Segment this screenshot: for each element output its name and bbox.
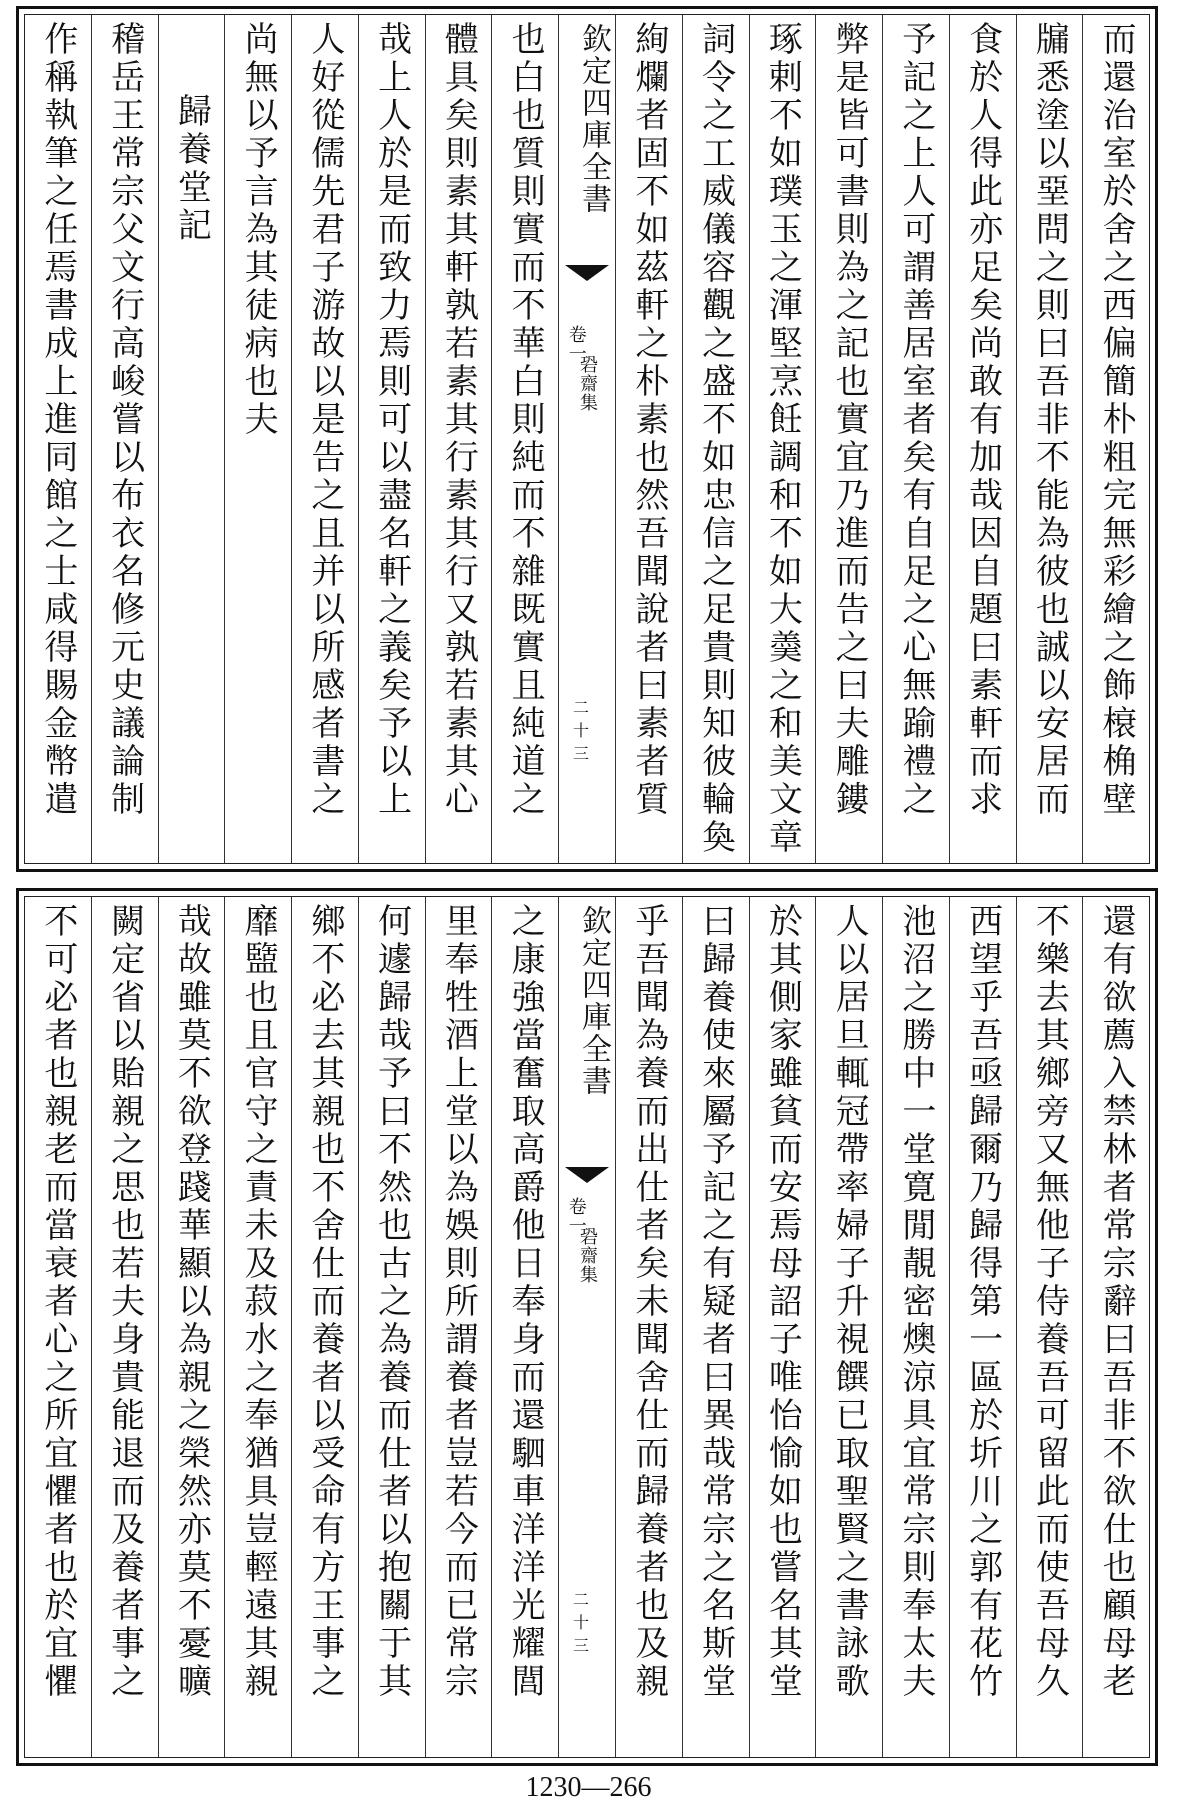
center-fold-column (558, 897, 615, 1757)
text-column (815, 15, 882, 863)
text-column (1016, 15, 1083, 863)
center-folio: 二十三 (573, 698, 590, 763)
text-column (358, 15, 425, 863)
center-book-title: 欽定四庫全書 (576, 905, 611, 1097)
center-volume: 卷一 (565, 325, 587, 363)
bottom-page-panel (16, 888, 1158, 1766)
text-column (815, 897, 882, 1757)
center-folio: 二十三 (573, 1590, 590, 1655)
column-text: 人好從儒先君子游故以是告之且并以所感者書之 (304, 21, 345, 819)
center-collection-name: 䂬齋集 (577, 355, 598, 412)
center-collection-name: 䂬齋集 (577, 1227, 598, 1284)
column-text: 鄉不必去其親也不舍仕而養者以受命有方王事之 (304, 903, 345, 1701)
fish-tail-mark-icon (565, 1167, 609, 1183)
column-text: 弊是皆可書則為之記也實宜乃進而告之曰夫雕鏤 (829, 21, 870, 819)
text-column (491, 15, 558, 863)
text-column (91, 15, 158, 863)
text-column (682, 897, 749, 1757)
text-column (158, 897, 225, 1757)
text-column (25, 15, 91, 863)
text-column (1016, 897, 1083, 1757)
bottom-columns (25, 897, 1149, 1757)
column-text: 體具矣則素其軒孰若素其行素其行又孰若素其心 (438, 21, 479, 819)
center-volume: 卷一 (565, 1197, 587, 1235)
section-heading: 歸養堂記 (171, 93, 212, 245)
column-text: 曰歸養使來屬予記之有疑者曰異哉常宗之名斯堂 (695, 903, 736, 1701)
column-text: 牖悉塗以堊問之則曰吾非不能為彼也誠以安居而 (1029, 21, 1070, 819)
text-column (425, 897, 492, 1757)
center-book-title: 欽定四庫全書 (576, 23, 611, 215)
column-text: 予記之上人可謂善居室者矣有自足之心無踰禮之 (895, 21, 936, 819)
text-column (224, 15, 291, 863)
text-column (749, 897, 816, 1757)
text-column (358, 897, 425, 1757)
column-text: 西望乎吾亟歸爾乃歸得第一區於圻川之郭有花竹 (962, 903, 1003, 1701)
section-heading-column (158, 15, 225, 863)
center-fold-column (558, 15, 615, 863)
column-text: 哉上人於是而致力焉則可以盡名軒之義矣予以上 (371, 21, 412, 819)
column-text: 里奉牲酒上堂以為娛則所謂養者豈若今而已常宗 (438, 903, 479, 1701)
text-column (682, 15, 749, 863)
column-text: 池沼之勝中一堂寛閒靚密燠涼具宜常宗則奉太夫 (895, 903, 936, 1701)
column-text: 琢剌不如璞玉之渾堅烹飪調和不如大羮之和美文章 (762, 21, 803, 857)
text-column (615, 15, 682, 863)
text-column (224, 897, 291, 1757)
column-text: 何遽歸哉予曰不然也古之為養而仕者以抱關于其 (371, 903, 412, 1701)
column-text: 尚無以予言為其徒病也夫 (238, 21, 279, 439)
text-column (291, 15, 358, 863)
text-column (91, 897, 158, 1757)
text-column (615, 897, 682, 1757)
text-column (949, 897, 1016, 1757)
page-number: 1230—266 (525, 1772, 652, 1803)
text-column (882, 897, 949, 1757)
column-text: 不樂去其鄉旁又無他子侍養吾可留此而使吾母久 (1029, 903, 1070, 1701)
text-column (749, 15, 816, 863)
column-text: 還有欲薦入禁林者常宗辭曰吾非不欲仕也顧母老 (1096, 903, 1137, 1701)
text-column (1082, 15, 1149, 863)
column-text: 絢爛者固不如茲軒之朴素也然吾聞說者曰素者質 (628, 21, 669, 819)
text-column (291, 897, 358, 1757)
text-column (491, 897, 558, 1757)
column-text: 稽岳王常宗父文行高峻嘗以布衣名修元史議論制 (104, 21, 145, 819)
column-text: 作稱執筆之任焉書成上進同館之士咸得賜金幣遣 (37, 21, 78, 819)
text-column (1082, 897, 1149, 1757)
column-text: 靡盬也且官守之責未及菽水之奉猶具豈輕遠其親 (238, 903, 279, 1701)
column-text: 食於人得此亦足矣尚敢有加哉因自題曰素軒而求 (962, 21, 1003, 819)
column-text: 於其側家雖貧而安焉母詔子唯怡愉如也嘗名其堂 (762, 903, 803, 1701)
column-text: 之康強當奮取高爵他日奉身而還駟車洋洋光耀閭 (505, 903, 546, 1701)
fish-tail-mark-icon (565, 265, 609, 281)
top-columns (25, 15, 1149, 863)
column-text: 詞令之工威儀容觀之盛不如忠信之足貴則知彼輪奐 (695, 21, 736, 857)
column-text: 哉故雖莫不欲登踐華顯以為親之榮然亦莫不憂曠 (171, 903, 212, 1701)
text-column (882, 15, 949, 863)
top-page-panel (16, 6, 1158, 872)
text-column (25, 897, 91, 1757)
column-text: 乎吾聞為養而出仕者矣未聞舍仕而歸養者也及親 (628, 903, 669, 1701)
column-text: 闕定省以貽親之思也若夫身貴能退而及養者事之 (104, 903, 145, 1701)
column-text: 而還治室於舍之西偏簡朴粗完無彩繪之飾榱桷壁 (1096, 21, 1137, 819)
column-text: 也白也質則實而不華白則純而不雜既實且純道之 (505, 21, 546, 819)
text-column (425, 15, 492, 863)
column-text: 人以居旦輒冠帶率婦子升視饌已取聖賢之書詠歌 (829, 903, 870, 1701)
text-column (949, 15, 1016, 863)
column-text: 不可必者也親老而當衰者心之所宜懼者也於宜懼 (37, 903, 78, 1701)
